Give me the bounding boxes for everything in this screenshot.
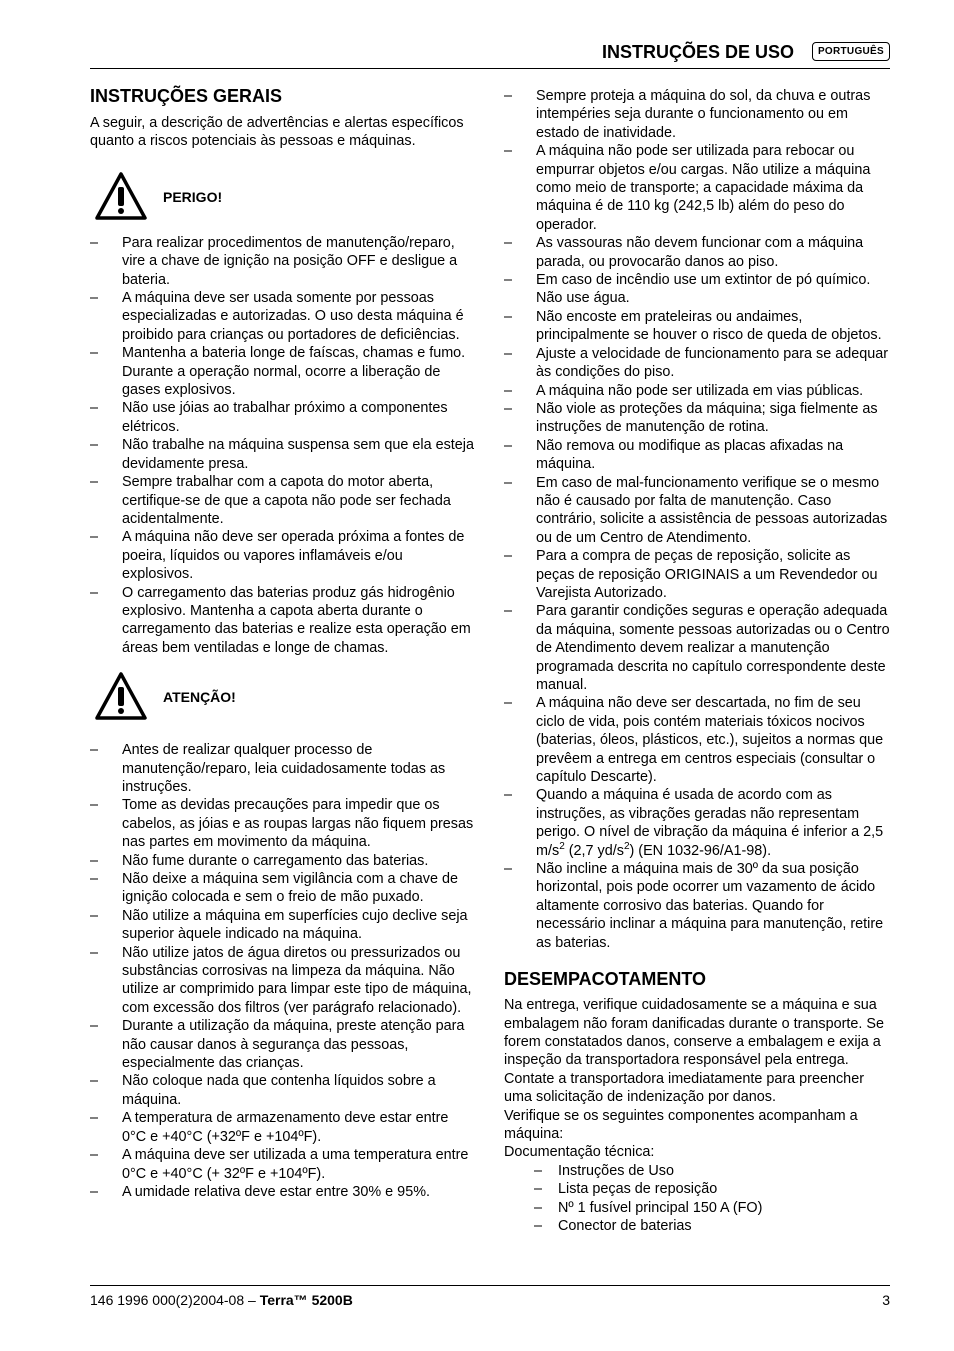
list-item: – Em caso de incêndio use um extintor de pó químico. Não use água. bbox=[504, 271, 890, 308]
caution-label: ATENÇÃO! bbox=[163, 689, 236, 706]
list-item: – A máquina não pode ser utilizada para rebocar ou empurrar objetos e/ou cargas. Não utilize a máquina como meio de transporte; a capacidade máxima da máquina é de 110 kg (242,5 lb) além do peso do operador. bbox=[504, 142, 890, 234]
list-item: – Não fume durante o carregamento das baterias. bbox=[90, 852, 476, 870]
caution-warning bbox=[90, 671, 476, 731]
list-item: – Não coloque nada que contenha líquidos sobre a máquina. bbox=[90, 1072, 476, 1109]
document-code: 146 1996 000(2)2004-08 – bbox=[90, 1292, 260, 1308]
list-item: – O carregamento das baterias produz gás hidrogênio explosivo. Mantenha a capota aberta durante o carregamento das baterias e realize esta operação em áreas bem ventiladas e longe de chamas. bbox=[90, 584, 476, 658]
list-item-vibration bbox=[504, 786, 890, 860]
vibration-text: (2,7 yd/s bbox=[564, 842, 624, 859]
page-footer bbox=[90, 1291, 890, 1309]
superscript: 2 bbox=[559, 840, 565, 852]
list-item: – A temperatura de armazenamento deve estar entre 0°C e +40°C (+32ºF e +104ºF). bbox=[90, 1109, 476, 1146]
page-header bbox=[90, 40, 890, 68]
list-item: – Não utilize a máquina em superfícies cujo declive seja superior àquele indicado na máquina. bbox=[90, 907, 476, 944]
list-item: – Não remova ou modifique as placas afixadas na máquina. bbox=[504, 437, 890, 474]
list-item: – Para realizar procedimentos de manutenção/reparo, vire a chave de ignição na posição OFF e desligue a bateria. bbox=[90, 234, 476, 289]
danger-warning bbox=[90, 171, 476, 231]
list-item: – Não encoste em prateleiras ou andaimes, principalmente se houver o risco de queda de objetos. bbox=[504, 308, 890, 345]
list-item: – A máquina não deve ser operada próxima a fontes de poeira, líquidos ou vapores inflamáveis e/ou explosivos. bbox=[90, 528, 476, 583]
header-title: INSTRUÇÕES DE USO bbox=[601, 42, 794, 62]
list-item: – Em caso de mal-funcionamento verifique se o mesmo não é causado por falta de manutenção. Caso contrário, solicite a assistência de pessoas autorizadas ou de um Centro de Atendimento. bbox=[504, 474, 890, 548]
list-item: – Não trabalhe na máquina suspensa sem que ela esteja devidamente presa. bbox=[90, 436, 476, 473]
list-item: – Sempre trabalhar com a capota do motor aberta, certifique-se de que a capota não pode ser fechada acidentalmente. bbox=[90, 473, 476, 528]
list-item: – Para garantir condições seguras e operação adequada da máquina, somente pessoas autorizadas ou o Centro de Atendimento devem realizar a manutenção programada descrita no capítulo correspondente deste manual. bbox=[504, 602, 890, 694]
warning-triangle-icon bbox=[94, 171, 148, 221]
vibration-text: ) (EN 1032-96/A1-98). bbox=[629, 842, 772, 859]
verify-text: Verifique se os seguintes componentes acompanham a máquina: bbox=[504, 1107, 858, 1142]
list-item: – A máquina não deve ser descartada, no fim de seu ciclo de vida, pois contém materiais tóxicos nocivos (baterias, óleos, plásticos, etc.), sujeitos a normas que prevêem a entrega em centros especiais (consultar o capítulo Descarte). bbox=[504, 694, 890, 786]
documentation-list bbox=[504, 1162, 890, 1236]
footer-rule bbox=[90, 1285, 890, 1286]
danger-list bbox=[90, 234, 476, 657]
list-item: – Não use jóias ao trabalhar próximo a componentes elétricos. bbox=[90, 399, 476, 436]
documentation-label: Documentação técnica: bbox=[504, 1144, 655, 1161]
header-rule bbox=[90, 68, 890, 69]
list-item: – Para a compra de peças de reposição, solicite as peças de reposição ORIGINAIS a um Revendedor ou Varejista Autorizado. bbox=[504, 547, 890, 602]
list-item: – A máquina deve ser utilizada a uma temperatura entre 0°C e +40°C (+ 32ºF e +104ºF). bbox=[90, 1146, 476, 1183]
safety-list bbox=[504, 87, 890, 952]
caution-list bbox=[90, 741, 476, 1201]
list-item: – A umidade relativa deve estar entre 30% e 95%. bbox=[90, 1183, 476, 1201]
language-badge: PORTUGUÊS bbox=[812, 42, 890, 61]
list-item: – Não viole as proteções da máquina; siga fielmente as instruções de manutenção de rotina. bbox=[504, 400, 890, 437]
list-item: – A máquina deve ser usada somente por pessoas especializadas e autorizadas. O uso desta máquina é proibido para crianças ou portadores de deficiências. bbox=[90, 289, 476, 344]
list-item: – Antes de realizar qualquer processo de manutenção/reparo, leia cuidadosamente todas as instruções. bbox=[90, 741, 476, 796]
list-item: – Não utilize jatos de água diretos ou pressurizados ou substâncias corrosivas na limpeza da máquina. Não utilize ar comprimido para limpar este tipo de máquina, com excessão dos filtros (ver parágrafo relacionado). bbox=[90, 944, 476, 1018]
unpack-text: Na entrega, verifique cuidadosamente se a máquina e sua embalagem não foram danificadas durante o transporte. Se forem constatados danos, conserve a embalagem e exija a inspeção da transportadora responsável pela entrega. Contate a transportadora imediatamente para preencher uma solicitação de indenização por danos. bbox=[504, 997, 884, 1106]
list-item: – Sempre proteja a máquina do sol, da chuva e outras intempéries seja durante o funcionamento ou em estado de inatividade. bbox=[504, 87, 890, 142]
list-item: – Nº 1 fusível principal 150 A (FO) bbox=[534, 1199, 890, 1217]
product-name: Terra™ 5200B bbox=[259, 1292, 353, 1308]
list-item: – Não incline a máquina mais de 30º da sua posição horizontal, pois pode ocorrer um vazamento de ácido altamente corrosivo das baterias. Quando for necessário inclinar a máquina para manutenção, retire as baterias. bbox=[504, 860, 890, 952]
left-column bbox=[90, 85, 476, 1201]
warning-triangle-icon bbox=[94, 671, 148, 721]
section-heading-general: INSTRUÇÕES GERAIS bbox=[90, 86, 283, 106]
danger-label: PERIGO! bbox=[163, 188, 223, 205]
page-number: 3 bbox=[882, 1292, 890, 1308]
intro-text: A seguir, a descrição de advertências e alertas específicos quanto a riscos potenciais às pessoas e máquinas. bbox=[90, 115, 464, 150]
list-item: – Tome as devidas precauções para impedir que os cabelos, as jóias e as roupas largas não fiquem presas nas partes em movimento da máquina. bbox=[90, 796, 476, 851]
list-item: – Durante a utilização da máquina, preste atenção para não causar danos à segurança das pessoas, especialmente das crianças. bbox=[90, 1017, 476, 1072]
list-item: – Mantenha a bateria longe de faíscas, chamas e fumo. Durante a operação normal, ocorre a liberação de gases explosivos. bbox=[90, 344, 476, 399]
list-item: – As vassouras não devem funcionar com a máquina parada, ou provocarão danos ao piso. bbox=[504, 234, 890, 271]
right-column bbox=[504, 85, 890, 1235]
list-item: – Conector de baterias bbox=[534, 1217, 890, 1235]
list-item: – Lista peças de reposição bbox=[534, 1180, 890, 1198]
section-heading-unpacking: DESEMPACOTAMENTO bbox=[504, 969, 707, 990]
list-item: – Instruções de Uso bbox=[534, 1162, 890, 1180]
list-item: – A máquina não pode ser utilizada em vias públicas. bbox=[504, 382, 890, 400]
superscript: 2 bbox=[623, 840, 630, 852]
list-item: – Ajuste a velocidade de funcionamento para se adequar às condições do piso. bbox=[504, 345, 890, 382]
vibration-text: Quando a máquina é usada de acordo com as instruções, as vibrações geradas não representam perigo. O nível de vibração da máquina é inferior a 2,5 m/s bbox=[536, 787, 884, 859]
list-item: – Não deixe a máquina sem vigilância com a chave de ignição colocada e sem o freio de mão puxado. bbox=[90, 870, 476, 907]
